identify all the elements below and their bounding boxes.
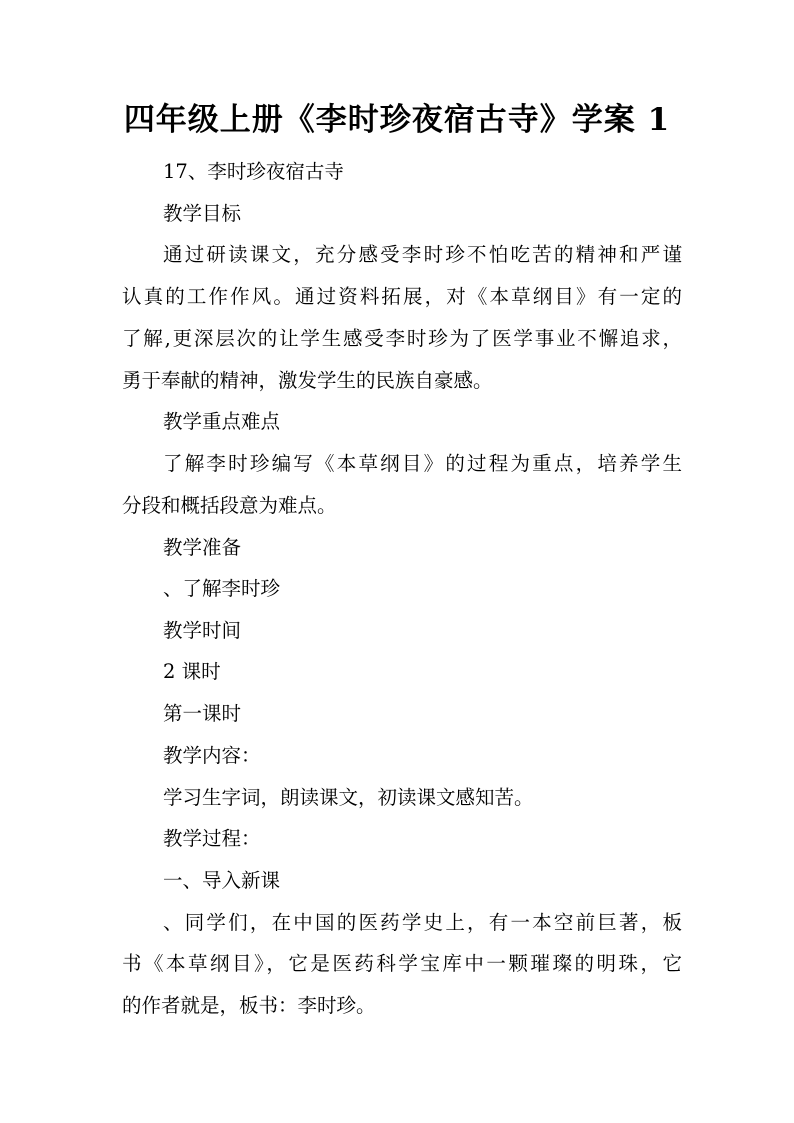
- paragraph-line: 2 课时: [163, 660, 221, 683]
- paragraph-line: 的作者就是，板书：李时珍。: [122, 994, 376, 1017]
- section-heading-first-lesson: 第一课时: [163, 702, 242, 725]
- section-heading-time: 教学时间: [163, 619, 242, 642]
- paragraph-line: 、同学们，在中国的医药学史上，有一本空前巨著，板: [163, 911, 682, 934]
- section-heading-objectives: 教学目标: [163, 202, 242, 225]
- section-heading-intro: 一、导入新课: [163, 869, 281, 892]
- paragraph-line: 分段和概括段意为难点。: [122, 494, 337, 517]
- paragraph-line: 书《本草纲目》，它是医药科学宝库中一颗璀璨的明珠，它: [122, 952, 682, 975]
- section-heading-process: 教学过程：: [163, 827, 261, 850]
- paragraph-line: 通过研读课文，充分感受李时珍不怕吃苦的精神和严谨: [163, 243, 682, 266]
- paragraph-line: 认真的工作作风。通过资料拓展，对《本草纲目》有一定的: [122, 285, 682, 308]
- paragraph-line: 、了解李时珍: [163, 577, 281, 600]
- document-title: 四年级上册《李时珍夜宿古寺》学案 1: [123, 102, 671, 138]
- section-heading-content: 教学内容：: [163, 744, 261, 767]
- paragraph-line: 勇于奉献的精神，激发学生的民族自豪感。: [122, 369, 493, 392]
- section-heading-preparation: 教学准备: [163, 536, 242, 559]
- paragraph-line: 了解,更深层次的让学生感受李时珍为了医学事业不懈追求，: [122, 327, 682, 350]
- lesson-heading: 17、李时珍夜宿古寺: [163, 160, 344, 183]
- paragraph-line: 了解李时珍编写《本草纲目》的过程为重点，培养学生: [163, 452, 682, 475]
- section-heading-key-points: 教学重点难点: [163, 410, 281, 433]
- paragraph-line: 学习生字词，朗读课文，初读课文感知苦。: [163, 786, 534, 809]
